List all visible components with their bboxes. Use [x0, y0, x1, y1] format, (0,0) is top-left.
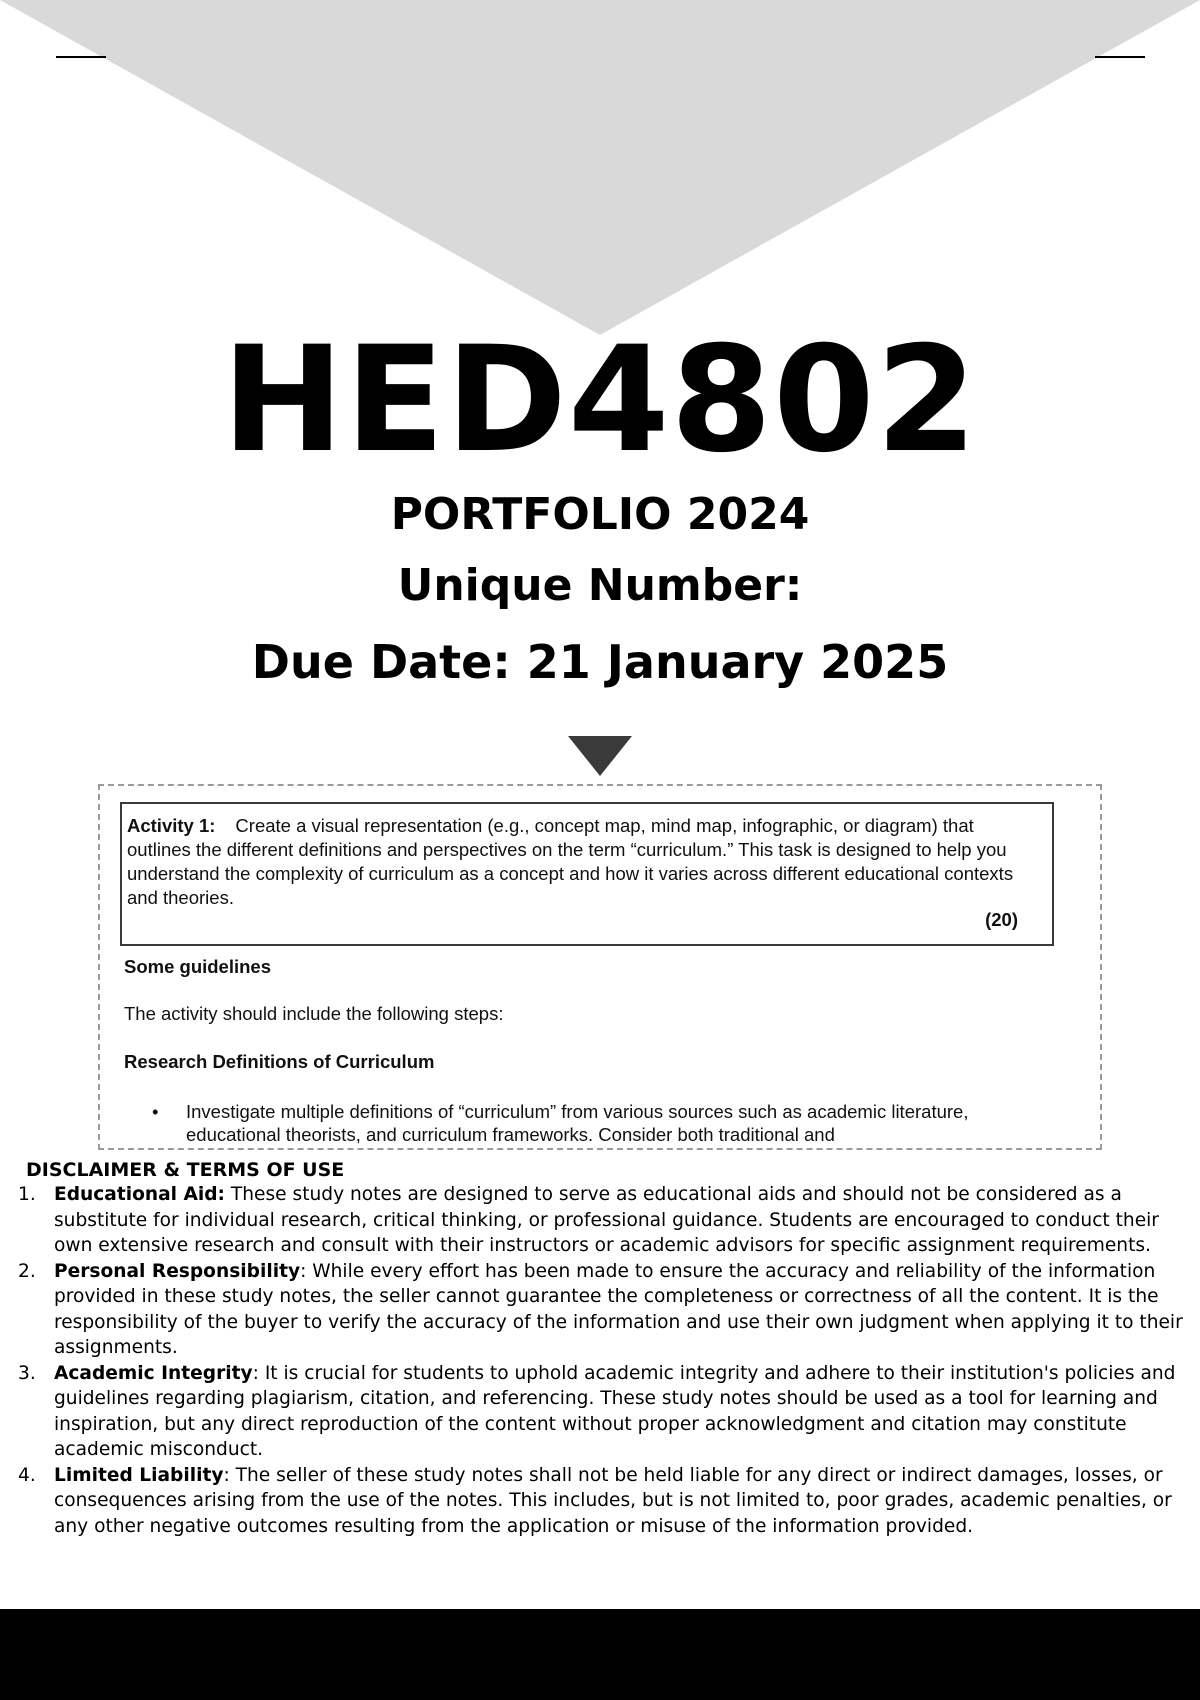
disclaimer-item-personal-responsibility: [0, 1259, 1200, 1361]
guidelines-heading: Some guidelines: [124, 956, 272, 977]
activity-label: Activity 1:: [127, 815, 216, 836]
unique-number-label: Unique Number:: [397, 560, 803, 611]
banner-chevron-shape: [0, 0, 1200, 335]
activity-text: Create a visual representation (e.g., concept map, mind map, infographic, or diagram) that outlines the different definitions and perspectives on the term “curriculum.” This task is designed to help you understand the complexity of curriculum as a concept and how it varies across different educational contexts and theories.: [127, 815, 1014, 908]
disclaimer-section: [0, 1158, 1200, 1539]
activity-marks: (20): [985, 909, 1018, 930]
due-date-label: Due Date: 21 January 2025: [251, 635, 949, 689]
item-number: 3.: [18, 1362, 36, 1384]
bullet-text: Investigate multiple definitions of “curriculum” from various sources such as academic literature, educational theorists, and curriculum frameworks. Consider both traditional and: [186, 1101, 969, 1145]
portfolio-subtitle: PORTFOLIO 2024: [390, 489, 810, 540]
item-title: Limited Liability: [54, 1464, 224, 1486]
item-title: Personal Responsibility: [54, 1260, 301, 1282]
disclaimer-item-academic-integrity: [0, 1361, 1200, 1463]
item-number: 4.: [18, 1464, 36, 1486]
steps-intro: The activity should include the following steps:: [124, 1003, 504, 1024]
bottom-bar: [0, 1609, 1200, 1700]
item-number: 2.: [18, 1260, 36, 1282]
header-rule-left: [56, 56, 106, 58]
item-text: : The seller of these study notes shall not be held liable for any direct or indirect damages, losses, or consequences arising from the use of the notes. This includes, but is not limited to, poor grades, academic penalties, or any other negative outcomes resulting from the application or misuse of the information provided.: [54, 1464, 1172, 1537]
item-text: : It is crucial for students to uphold academic integrity and adhere to their institution's policies and guidelines regarding plagiarism, citation, and referencing. These study notes should be used as a tool for learning and inspiration, but any direct reproduction of the content without proper acknowledgment and citation may constitute academic misconduct.: [54, 1362, 1176, 1460]
disclaimer-item-limited-liability: [0, 1463, 1200, 1540]
banner-chevron: [0, 0, 1200, 340]
header-rule-right: [1095, 56, 1145, 58]
list-item: [152, 1100, 1036, 1146]
course-code-title: HED4802: [221, 315, 979, 485]
research-heading: Research Definitions of Curriculum: [124, 1051, 435, 1072]
disclaimer-item-educational-aid: [0, 1182, 1200, 1259]
arrow-down-icon: [568, 736, 632, 776]
disclaimer-heading: DISCLAIMER & TERMS OF USE: [26, 1159, 345, 1181]
item-text: : While every effort has been made to ensure the accuracy and reliability of the information provided in these study notes, the seller cannot guarantee the completeness or correctness of all the content. It is the responsibility of the buyer to verify the accuracy of the information and use their own judgment when applying it to their assignments.: [54, 1260, 1183, 1358]
item-text: These study notes are designed to serve as educational aids and should not be considered as a substitute for individual research, critical thinking, or professional guidance. Students are encouraged to conduct their own extensive research and consult with their instructors or academic advisors for specific assignment requirements.: [54, 1184, 1159, 1256]
bullet-icon: •: [152, 1101, 159, 1122]
item-title: Educational Aid:: [54, 1184, 225, 1205]
item-title: Academic Integrity: [54, 1362, 253, 1384]
title-block: [0, 315, 1200, 485]
activity-box: [120, 802, 1054, 946]
disclaimer-list: [0, 1182, 1200, 1539]
item-number: 1.: [18, 1184, 36, 1205]
assignment-preview: [98, 784, 1102, 1150]
